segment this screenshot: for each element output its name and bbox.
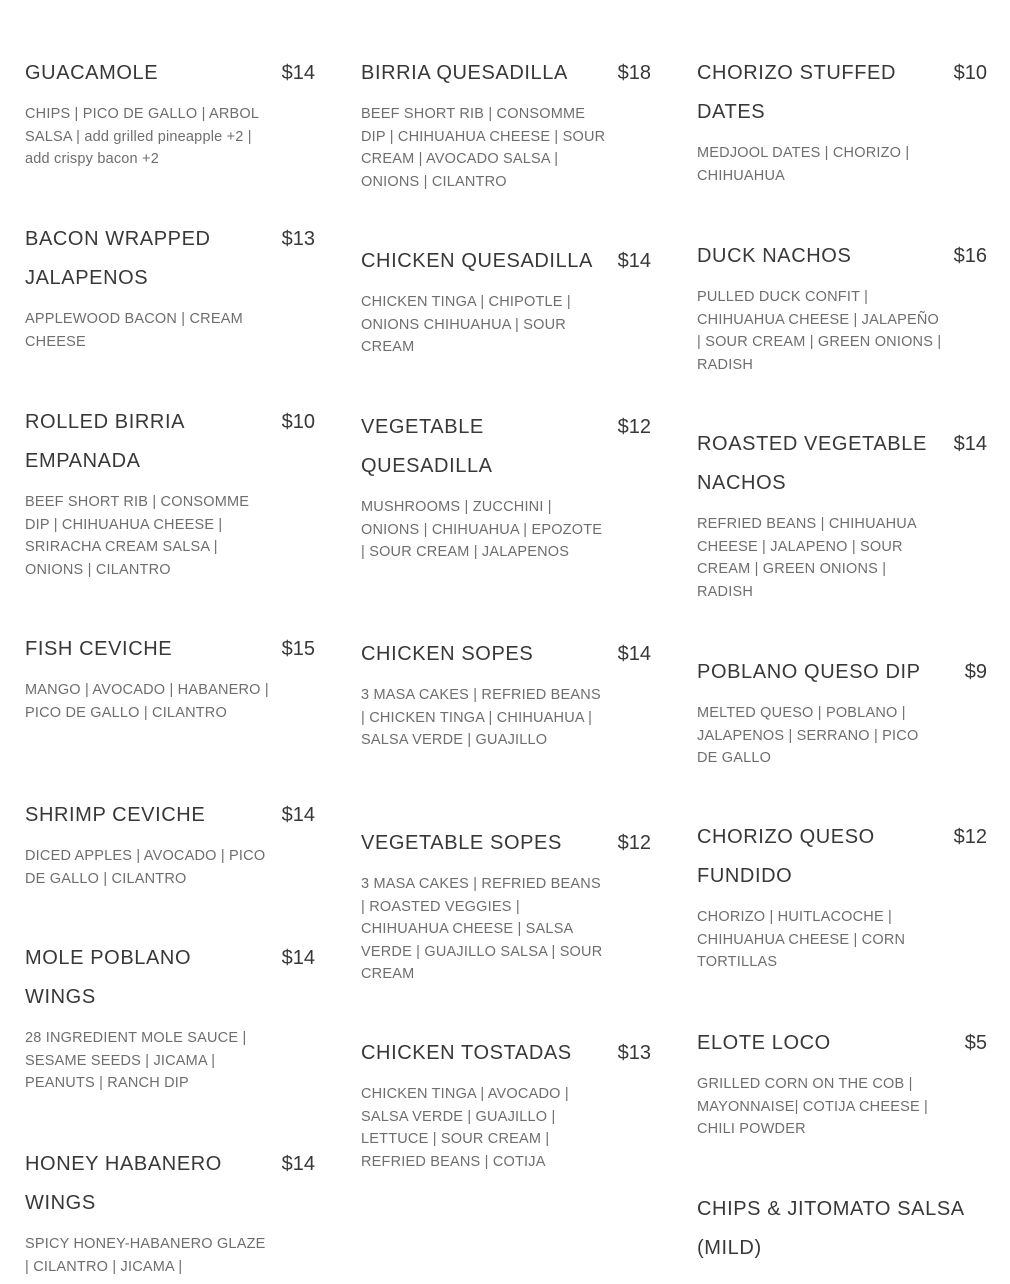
item-name: CHORIZO QUESO FUNDIDO (697, 826, 875, 887)
menu-item (697, 1024, 987, 1141)
item-name: CHICKEN TOSTADAS (361, 1042, 572, 1064)
item-description: MUSHROOMS | ZUCCHINI | ONIONS | CHIHUAHUA | EPOZOTE | SOUR CREAM | JALAPENOS (361, 499, 603, 560)
item-price: $14 (953, 433, 987, 455)
item-description: 3 MASA CAKES | REFRIED BEANS | ROASTED VEGGIES | CHIHUAHUA CHEESE | SALSA VERDE | GUAJILLO SALSA | SOUR CREAM (361, 876, 603, 982)
item-header (697, 54, 987, 132)
menu-item (25, 220, 315, 353)
item-price: $12 (617, 832, 651, 854)
item-name: VEGETABLE SOPES (361, 832, 562, 854)
item-price: $9 (964, 661, 987, 683)
item-header (361, 635, 651, 674)
item-name: BIRRIA QUESADILLA (361, 62, 568, 84)
item-description: DICED APPLES | AVOCADO | PICO DE GALLO | CILANTRO (25, 848, 266, 887)
item-description: CHICKEN TINGA | CHIPOTLE | ONIONS CHIHUAHUA | SOUR CREAM (361, 294, 571, 355)
item-description: REFRIED BEANS | CHIHUAHUA CHEESE | JALAPENO | SOUR CREAM | GREEN ONIONS | RADISH (697, 516, 917, 600)
item-description: SPICY HONEY-HABANERO GLAZE | CILANTRO | JICAMA | (25, 1236, 266, 1275)
item-name: GUACAMOLE (25, 62, 159, 84)
item-header (361, 824, 651, 863)
item-price: $15 (281, 638, 315, 660)
item-description: APPLEWOOD BACON | CREAM CHEESE (25, 311, 243, 350)
item-name: ROLLED BIRRIA EMPANADA (25, 411, 184, 472)
item-description: PULLED DUCK CONFIT | CHIHUAHUA CHEESE | JALAPEÑO | SOUR CREAM | GREEN ONIONS | RADISH (697, 289, 942, 373)
item-name: HONEY HABANERO WINGS (25, 1153, 222, 1214)
item-header (25, 220, 315, 298)
item-header (697, 425, 987, 503)
item-price: $13 (281, 228, 315, 250)
menu-item (697, 1190, 987, 1278)
menu-item (697, 54, 987, 187)
item-header (361, 54, 651, 93)
item-description: GRILLED CORN ON THE COB | MAYONNAISE| COTIJA CHEESE | CHILI POWDER (697, 1076, 929, 1137)
item-header (25, 54, 315, 93)
item-header (697, 1024, 987, 1063)
item-name: POBLANO QUESO DIP (697, 661, 921, 683)
item-price: $13 (617, 1042, 651, 1064)
item-header (25, 630, 315, 669)
item-price: $14 (617, 643, 651, 665)
item-description: BEEF SHORT RIB | CONSOMME DIP | CHIHUAHUA CHEESE | SOUR CREAM | AVOCADO SALSA | ONIONS | CILANTRO (361, 106, 606, 190)
item-price: $14 (281, 947, 315, 969)
item-name: MOLE POBLANO WINGS (25, 947, 192, 1008)
item-header (697, 653, 987, 692)
item-price: $16 (953, 245, 987, 267)
menu-item (25, 796, 315, 890)
item-description: CHICKEN TINGA | AVOCADO | SALSA VERDE | GUAJILLO | LETTUCE | SOUR CREAM | REFRIED BEANS | COTIJA (361, 1086, 569, 1170)
item-header (697, 237, 987, 276)
item-description: BEEF SHORT RIB | CONSOMME DIP | CHIHUAHUA CHEESE | SRIRACHA CREAM SALSA | ONIONS | CILANTRO (25, 494, 250, 578)
menu-item (25, 939, 315, 1095)
item-description: MEDJOOL DATES | CHORIZO | CHIHUAHUA (697, 145, 910, 184)
item-header (697, 818, 987, 896)
item-price: $14 (617, 250, 651, 272)
item-header (25, 403, 315, 481)
item-price: $14 (281, 804, 315, 826)
item-name: CHIPS & JITOMATO SALSA (MILD) (697, 1198, 964, 1259)
item-description: 3 MASA CAKES | REFRIED BEANS | CHICKEN TINGA | CHIHUAHUA | SALSA VERDE | GUAJILLO (361, 687, 601, 748)
item-price: $18 (617, 62, 651, 84)
item-price: $12 (617, 416, 651, 438)
item-price: $10 (281, 411, 315, 433)
item-name: CHICKEN QUESADILLA (361, 250, 593, 272)
menu-item (361, 54, 651, 193)
item-name: ROASTED VEGETABLE NACHOS (697, 433, 927, 494)
menu-item (25, 1145, 315, 1278)
menu-item (361, 408, 651, 564)
item-description: MANGO | AVOCADO | HABANERO | PICO DE GALLO | CILANTRO (25, 682, 269, 721)
menu-item (697, 653, 987, 770)
item-header (361, 408, 651, 486)
item-name: VEGETABLE QUESADILLA (361, 416, 493, 477)
item-name: ELOTE LOCO (697, 1032, 831, 1054)
menu-item (361, 635, 651, 752)
item-name: CHICKEN SOPES (361, 643, 534, 665)
menu-item (361, 824, 651, 986)
menu-item (697, 425, 987, 603)
item-price: $14 (281, 1153, 315, 1175)
item-description: 28 INGREDIENT MOLE SAUCE | SESAME SEEDS | JICAMA | PEANUTS | RANCH DIP (25, 1030, 247, 1091)
item-name: CHORIZO STUFFED DATES (697, 62, 896, 123)
menu-item (361, 242, 651, 359)
item-price: $14 (281, 62, 315, 84)
menu-item (25, 630, 315, 724)
menu-item (697, 818, 987, 974)
item-header (361, 1034, 651, 1073)
item-description: CHIPS | PICO DE GALLO | ARBOL SALSA | add grilled pineapple +2 | add crispy bacon +2 (25, 106, 259, 167)
item-price: $5 (964, 1032, 987, 1054)
item-header (697, 1190, 987, 1268)
item-price: $12 (953, 826, 987, 848)
item-header (25, 796, 315, 835)
item-name: DUCK NACHOS (697, 245, 852, 267)
menu-item (25, 54, 315, 171)
item-name: FISH CEVICHE (25, 638, 173, 660)
item-name: SHRIMP CEVICHE (25, 804, 206, 826)
item-header (361, 242, 651, 281)
item-description: MELTED QUESO | POBLANO | JALAPENOS | SERRANO | PICO DE GALLO (697, 705, 919, 766)
item-price: $10 (953, 62, 987, 84)
menu-item (25, 403, 315, 581)
menu-item (697, 237, 987, 376)
item-header (25, 939, 315, 1017)
menu-item (361, 1034, 651, 1173)
item-name: BACON WRAPPED JALAPENOS (25, 228, 211, 289)
item-header (25, 1145, 315, 1223)
item-description: CHORIZO | HUITLACOCHE | CHIHUAHUA CHEESE | CORN TORTILLAS (697, 909, 906, 970)
